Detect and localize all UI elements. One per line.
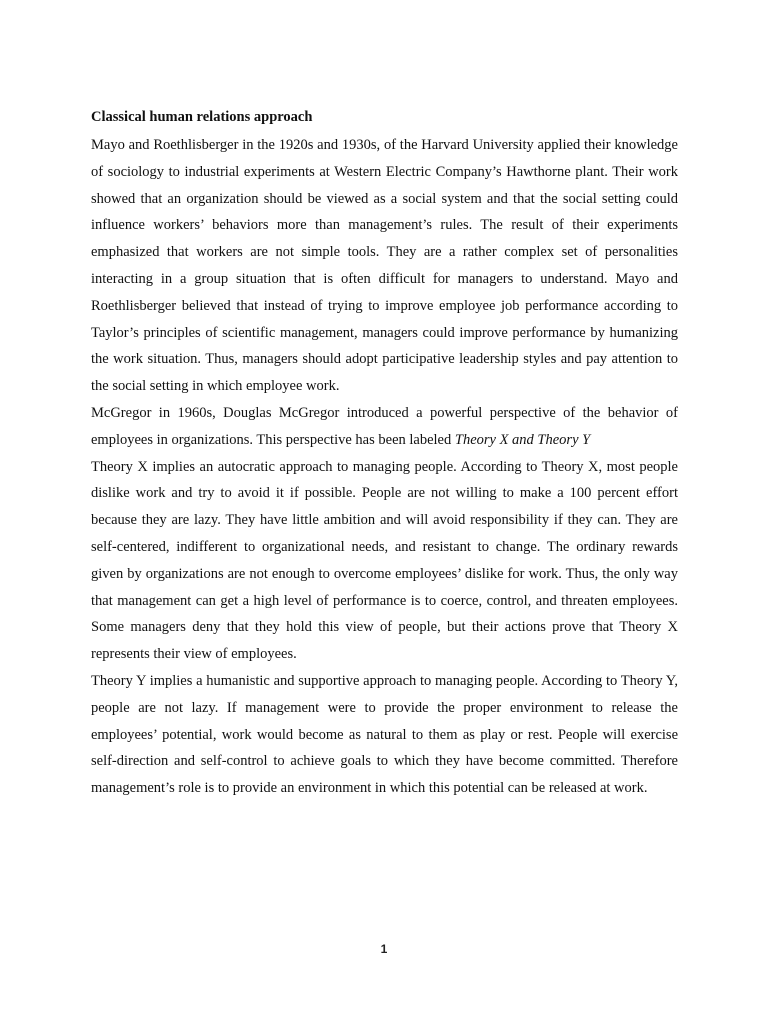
paragraph-theory-x: Theory X implies an autocratic approach to managing people. According to Theory X, most people dislike work and try to avoid it if possible. People are not willing to make a 100 percent effort because they are lazy. They have little ambition and will avoid responsibility if they can. They are self-centered, indifferent to organizational needs, and resistant to change. The ordinary rewards given by organizations are not enough to overcome employees’ dislike for work. Thus, the only way that management can get a high level of performance is to coerce, control, and threaten employees. Some managers deny that they hold this view of people, but their actions prove that Theory X represents their view of employees. [91, 458, 678, 663]
theory-x-y-emphasis: Theory X and Theory Y [454, 431, 591, 448]
section-heading: Classical human relations approach [91, 109, 313, 125]
document-body [91, 104, 678, 802]
paragraph-hawthorne: Mayo and Roethlisberger in the 1920s and 1930s, of the Harvard University applied their knowledge of sociology to industrial experiments at Western Electric Company’s Hawthorne plant. Their work showed that an organization should be viewed as a social system and that the social setting could influence workers’ behaviors more than management’s rules. The result of their experiments emphasized that workers are not simple tools. They are a rather complex set of personalities interacting in a group situation that is often difficult for managers to understand. Mayo and Roethlisberger believed that instead of trying to improve employee job performance according to Taylor’s principles of scientific management, managers could improve performance by humanizing the work situation. Thus, managers should adopt participative leadership styles and pay attention to the social setting in which employee work. [91, 137, 678, 395]
paragraph-mcgregor-text: McGregor in 1960s, Douglas McGregor introduced a powerful perspective of the behavior of employees in organizations. This perspective has been labeled [91, 404, 678, 448]
paragraph-theory-y: Theory Y implies a humanistic and supportive approach to managing people. According to Theory Y, people are not lazy. If management were to provide the proper environment to release the employees’ potential, work would become as natural to them as play or rest. People will exercise self-direction and self-control to achieve goals to which they have become committed. Therefore management’s role is to provide an environment in which this potential can be released at work. [91, 672, 678, 797]
page-number: 1 [380, 942, 388, 956]
paragraph-mcgregor [91, 400, 678, 454]
